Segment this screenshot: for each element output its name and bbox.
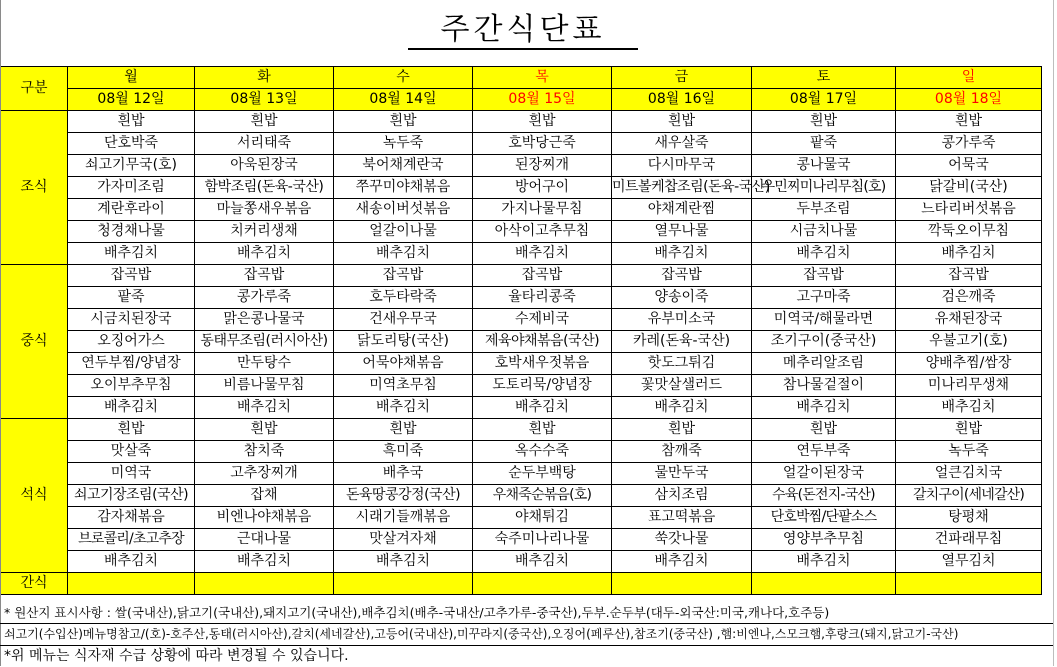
menu-cell: 된장찌개	[473, 155, 612, 177]
menu-cell: 어묵국	[896, 155, 1042, 177]
menu-cell: 팥죽	[68, 287, 195, 309]
menu-cell: 연두부죽	[752, 441, 896, 463]
menu-row	[1, 441, 1042, 463]
menu-cell: 함박조림(돈육-국산)	[195, 177, 334, 199]
menu-cell: 표고떡볶음	[612, 507, 752, 529]
menu-cell: 아욱된장국	[195, 155, 334, 177]
menu-cell: 갈치구이(세네갈산)	[896, 485, 1042, 507]
menu-cell: 건새우무국	[334, 309, 473, 331]
menu-cell: 북어채계란국	[334, 155, 473, 177]
date-header: 08월 12일	[68, 89, 195, 111]
menu-cell: 감자채볶음	[68, 507, 195, 529]
menu-cell: 서리태죽	[195, 133, 334, 155]
menu-cell: 흰밥	[68, 111, 195, 133]
menu-cell: 열무김치	[896, 551, 1042, 573]
menu-cell: 배추김치	[68, 551, 195, 573]
menu-cell: 배추김치	[896, 397, 1042, 419]
menu-row	[1, 375, 1042, 397]
menu-cell: 흰밥	[334, 111, 473, 133]
menu-row	[1, 419, 1042, 441]
menu-cell: 참깨죽	[612, 441, 752, 463]
weekly-menu-table	[0, 66, 1042, 595]
menu-cell: 검은깨죽	[896, 287, 1042, 309]
menu-cell: 유채된장국	[896, 309, 1042, 331]
menu-cell: 얼갈이나물	[334, 221, 473, 243]
menu-cell: 참치죽	[195, 441, 334, 463]
menu-cell: 흰밥	[195, 111, 334, 133]
day-name-row	[1, 67, 1042, 89]
menu-cell: 배추국	[334, 463, 473, 485]
menu-cell: 흰밥	[612, 111, 752, 133]
menu-cell: 브로콜리/초고추장	[68, 529, 195, 551]
menu-cell: 야채튀김	[473, 507, 612, 529]
change-notice: *위 메뉴는 식자재 수급 상황에 따라 변경될 수 있습니다.	[4, 648, 349, 664]
menu-cell: 도토리묵/양념장	[473, 375, 612, 397]
menu-cell: 잡곡밥	[473, 265, 612, 287]
menu-cell: 배추김치	[68, 243, 195, 265]
menu-cell: 호두타락죽	[334, 287, 473, 309]
snack-cell	[752, 573, 896, 595]
menu-cell: 호박새우젓볶음	[473, 353, 612, 375]
origin-note: * 원산지 표시사항 : 쌀(국내산),닭고기(국내산),돼지고기(국내산),배추김치(배추-국내산/고추가루-중국산),두부.순두부(대두-외국산:미국,캐나다,호주등)	[0, 602, 1053, 624]
menu-cell: 잡곡밥	[334, 265, 473, 287]
right-border-line	[1053, 0, 1054, 666]
menu-cell: 열무나물	[612, 221, 752, 243]
menu-table-body	[1, 67, 1042, 595]
menu-cell: 잡곡밥	[752, 265, 896, 287]
menu-row	[1, 133, 1042, 155]
menu-cell: 새우살죽	[612, 133, 752, 155]
menu-row	[1, 111, 1042, 133]
menu-cell: 흰밥	[752, 419, 896, 441]
menu-cell: 콩가루죽	[195, 287, 334, 309]
menu-cell: 배추김치	[334, 243, 473, 265]
menu-cell: 메추리알조림	[752, 353, 896, 375]
menu-cell: 배추김치	[752, 397, 896, 419]
menu-cell: 양송이죽	[612, 287, 752, 309]
category-header: 구분	[1, 67, 68, 111]
snack-cell	[195, 573, 334, 595]
menu-cell: 야채계란찜	[612, 199, 752, 221]
menu-cell: 닭도리탕(국산)	[334, 331, 473, 353]
menu-cell: 방어구이	[473, 177, 612, 199]
day-name-header: 토	[752, 67, 896, 89]
menu-cell: 잡곡밥	[195, 265, 334, 287]
menu-cell: 가지나물무침	[473, 199, 612, 221]
menu-cell: 율타리콩죽	[473, 287, 612, 309]
menu-cell: 쭈꾸미야채볶음	[334, 177, 473, 199]
menu-cell: 흰밥	[473, 419, 612, 441]
menu-cell: 배추김치	[195, 397, 334, 419]
meal-label: 중식	[1, 265, 68, 419]
menu-cell: 쇠고기장조림(국산)	[68, 485, 195, 507]
menu-cell: 배추김치	[612, 551, 752, 573]
menu-cell: 우불고기(호)	[896, 331, 1042, 353]
menu-row	[1, 485, 1042, 507]
menu-cell: 제육야채볶음(국산)	[473, 331, 612, 353]
menu-cell: 숙주미나리나물	[473, 529, 612, 551]
menu-cell: 양배추찜/쌈장	[896, 353, 1042, 375]
menu-cell: 배추김치	[334, 397, 473, 419]
menu-cell: 배추김치	[334, 551, 473, 573]
left-border-line	[0, 0, 1, 666]
menu-cell: 동태무조림(러시아산)	[195, 331, 334, 353]
snack-row	[1, 573, 1042, 595]
menu-row	[1, 199, 1042, 221]
menu-cell: 카레(돈육-국산)	[612, 331, 752, 353]
menu-row	[1, 397, 1042, 419]
menu-cell: 마늘쫑새우볶음	[195, 199, 334, 221]
menu-cell: 고구마죽	[752, 287, 896, 309]
date-header: 08월 14일	[334, 89, 473, 111]
title-underline	[408, 48, 638, 50]
menu-cell: 흰밥	[896, 111, 1042, 133]
menu-cell: 탕평채	[896, 507, 1042, 529]
menu-cell: 꽃맛살샐러드	[612, 375, 752, 397]
menu-cell: 배추김치	[473, 551, 612, 573]
menu-cell: 흰밥	[752, 111, 896, 133]
menu-cell: 돈육땅콩강정(국산)	[334, 485, 473, 507]
day-name-header: 일	[896, 67, 1042, 89]
menu-cell: 흰밥	[896, 419, 1042, 441]
menu-cell: 단호박죽	[68, 133, 195, 155]
menu-cell: 콩나물국	[752, 155, 896, 177]
menu-cell: 흰밥	[68, 419, 195, 441]
menu-cell: 청경채나물	[68, 221, 195, 243]
page-title: 주간식단표	[440, 12, 606, 47]
menu-row	[1, 353, 1042, 375]
menu-cell: 비름나물무침	[195, 375, 334, 397]
menu-cell: 비엔나야채볶음	[195, 507, 334, 529]
menu-cell: 흰밥	[334, 419, 473, 441]
day-name-header: 목	[473, 67, 612, 89]
menu-cell: 조기구이(중국산)	[752, 331, 896, 353]
menu-cell: 치커리생채	[195, 221, 334, 243]
snack-cell	[612, 573, 752, 595]
menu-cell: 팥죽	[752, 133, 896, 155]
menu-cell: 근대나물	[195, 529, 334, 551]
menu-cell: 오이부추무침	[68, 375, 195, 397]
menu-cell: 녹두죽	[896, 441, 1042, 463]
menu-cell: 배추김치	[752, 551, 896, 573]
menu-cell: 미나리무생채	[896, 375, 1042, 397]
menu-cell: 흰밥	[195, 419, 334, 441]
menu-cell: 녹두죽	[334, 133, 473, 155]
menu-cell: 느타리버섯볶음	[896, 199, 1042, 221]
menu-cell: 쑥갓나물	[612, 529, 752, 551]
menu-cell: 닭갈비(국산)	[896, 177, 1042, 199]
menu-cell: 단호박찜/단팥소스	[752, 507, 896, 529]
menu-cell: 핫도그튀김	[612, 353, 752, 375]
meal-label: 석식	[1, 419, 68, 573]
menu-cell: 맛살겨자채	[334, 529, 473, 551]
snack-cell	[896, 573, 1042, 595]
menu-row	[1, 221, 1042, 243]
date-row	[1, 89, 1042, 111]
menu-row	[1, 287, 1042, 309]
menu-cell: 수육(돈전지-국산)	[752, 485, 896, 507]
menu-cell: 배추김치	[195, 551, 334, 573]
menu-cell: 잡곡밥	[612, 265, 752, 287]
menu-row	[1, 309, 1042, 331]
origin-note-detail: 쇠고기(수입산)메뉴명참고/(호)-호주산,동태(러시아산),갈치(세네갈산),고등어(국내산),미꾸라지(중국산),오징어(페루산),참조기(중국산) ,햄:비엔나,스모크햄,후랑크(돼지,닭고기-국산)	[0, 624, 1053, 646]
day-name-header: 금	[612, 67, 752, 89]
menu-cell: 아삭이고추무침	[473, 221, 612, 243]
menu-row	[1, 529, 1042, 551]
menu-cell: 삼치조림	[612, 485, 752, 507]
menu-cell: 쇠고기무국(호)	[68, 155, 195, 177]
menu-row	[1, 331, 1042, 353]
menu-cell: 참나물겉절이	[752, 375, 896, 397]
menu-cell: 잡곡밥	[896, 265, 1042, 287]
menu-cell: 흑미죽	[334, 441, 473, 463]
menu-cell: 배추김치	[612, 397, 752, 419]
menu-cell: 연두부찜/양념장	[68, 353, 195, 375]
menu-cell: 영양부추무침	[752, 529, 896, 551]
menu-cell: 깍둑오이무침	[896, 221, 1042, 243]
menu-cell: 배추김치	[896, 243, 1042, 265]
menu-cell: 미트볼케찹조림(돈육-국산)	[612, 177, 752, 199]
menu-row	[1, 551, 1042, 573]
menu-cell: 미역국	[68, 463, 195, 485]
menu-cell: 새송이버섯볶음	[334, 199, 473, 221]
menu-cell: 건파래무침	[896, 529, 1042, 551]
menu-row	[1, 155, 1042, 177]
menu-cell: 맛살죽	[68, 441, 195, 463]
menu-cell: 물만두국	[612, 463, 752, 485]
menu-cell: 다시마무국	[612, 155, 752, 177]
menu-cell: 배추김치	[68, 397, 195, 419]
menu-cell: 오징어가스	[68, 331, 195, 353]
menu-cell: 어묵야채볶음	[334, 353, 473, 375]
menu-cell: 수제비국	[473, 309, 612, 331]
snack-cell	[334, 573, 473, 595]
snack-cell	[68, 573, 195, 595]
menu-cell: 맑은콩나물국	[195, 309, 334, 331]
menu-cell: 시금치된장국	[68, 309, 195, 331]
menu-cell: 우민찌미나리무침(호)	[752, 177, 896, 199]
menu-cell: 잡채	[195, 485, 334, 507]
menu-row	[1, 507, 1042, 529]
menu-cell: 얼갈이된장국	[752, 463, 896, 485]
menu-cell: 시래기들깨볶음	[334, 507, 473, 529]
menu-cell: 잡곡밥	[68, 265, 195, 287]
menu-cell: 흰밥	[612, 419, 752, 441]
date-header: 08월 17일	[752, 89, 896, 111]
menu-cell: 배추김치	[473, 397, 612, 419]
menu-row	[1, 177, 1042, 199]
day-name-header: 월	[68, 67, 195, 89]
menu-cell: 만두탕수	[195, 353, 334, 375]
menu-cell: 흰밥	[473, 111, 612, 133]
menu-cell: 얼큰김치국	[896, 463, 1042, 485]
snack-cell	[473, 573, 612, 595]
menu-cell: 미역초무침	[334, 375, 473, 397]
menu-row	[1, 265, 1042, 287]
day-name-header: 화	[195, 67, 334, 89]
menu-cell: 호박당근죽	[473, 133, 612, 155]
menu-cell: 순두부백탕	[473, 463, 612, 485]
menu-cell: 우채죽순볶음(호)	[473, 485, 612, 507]
menu-cell: 배추김치	[752, 243, 896, 265]
menu-cell: 배추김치	[195, 243, 334, 265]
menu-row	[1, 463, 1042, 485]
menu-cell: 가자미조림	[68, 177, 195, 199]
menu-cell: 두부조림	[752, 199, 896, 221]
menu-cell: 시금치나물	[752, 221, 896, 243]
date-header: 08월 16일	[612, 89, 752, 111]
menu-cell: 콩가루죽	[896, 133, 1042, 155]
menu-cell: 옥수수죽	[473, 441, 612, 463]
date-header: 08월 18일	[896, 89, 1042, 111]
menu-row	[1, 243, 1042, 265]
day-name-header: 수	[334, 67, 473, 89]
snack-label: 간식	[1, 573, 68, 595]
date-header: 08월 13일	[195, 89, 334, 111]
title-band	[0, 0, 1057, 66]
menu-cell: 계란후라이	[68, 199, 195, 221]
date-header: 08월 15일	[473, 89, 612, 111]
menu-cell: 고추장찌개	[195, 463, 334, 485]
menu-cell: 미역국/해물라면	[752, 309, 896, 331]
menu-cell: 배추김치	[473, 243, 612, 265]
menu-cell: 배추김치	[612, 243, 752, 265]
meal-label: 조식	[1, 111, 68, 265]
menu-cell: 유부미소국	[612, 309, 752, 331]
